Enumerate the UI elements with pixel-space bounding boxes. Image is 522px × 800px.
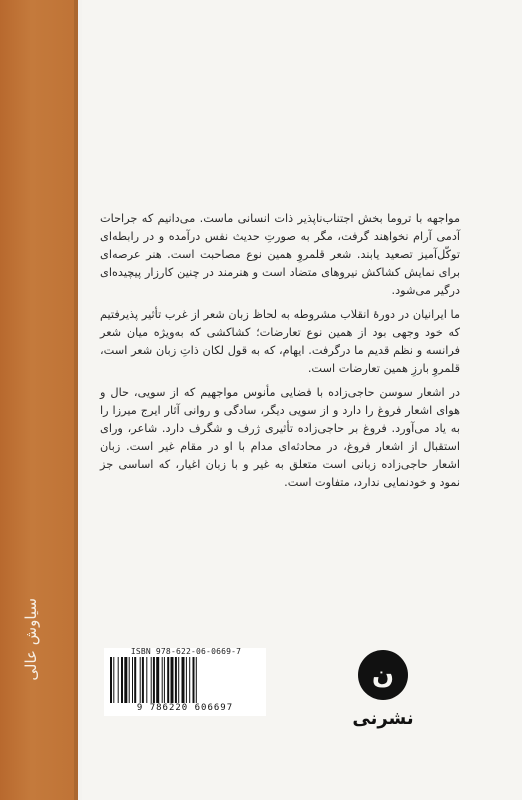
isbn-label: ISBN 978-622-06-0669-7: [130, 647, 242, 656]
publisher-logo-letter: ن: [371, 660, 395, 690]
blurb-paragraph-2: ما ایرانیان در دورهٔ انقلاب مشروطه به لحاظ زبان شعر از غرب تأثیر پذیرفتیم که خود وجهی بود از همین نوع تعارضات؛ کشاکشی که به‌ویژه میان شعر فرانسه و نظم قدیم ما درگرفت. ایهام، که به قول لکان ذاتِ زبان شعر است، قلمروِ بارزِ همین تعارضات است.: [100, 308, 460, 375]
blurb-paragraph-3: در اشعار سوسن حاجی‌زاده با فضایی مأنوس مواجهیم که از سویی، حال و هوای اشعار فروغ را دارد و از سویی دیگر، سادگی و روانی آثار ایرج میرزا را به یاد می‌آورد. فروغ بر حاجی‌زاده تأثیری ژرف و شگرف دارد. شاعر، ورای استقبال از اشعار فروغ، در محادثه‌ای مدام با او در مقام غیر است. زبان اشعار حاجی‌زاده زبانی است متعلق به غیر و با زبان اغیار، که اساسی جز نمود و خودنمایی ندارد، متفاوت است.: [100, 386, 460, 489]
spine-title: سیاوش عالی: [22, 598, 40, 681]
back-cover-blurb: [100, 210, 460, 498]
blurb-paragraph-1: مواجهه با تروما بخش اجتناب‌ناپذیر ذات انسانی ماست. می‌دانیم که جراحات آدمی آرام نخواهند گرفت، مگر به صورتِ حدیث نفس درآمده و در رابطه‌ای توکّل‌آمیز تصعید یابند. شعر قلمروِ همین نوع مصاحبت است. هنر عرصه‌ای برای نمایش کشاکش نیروهای متضاد است و هنرمند در چنین کارزار پیچیده‌ای درگیر می‌شود.: [100, 212, 460, 297]
book-spine: [0, 0, 78, 800]
publisher-logo-icon: [356, 648, 410, 702]
barcode-bars: [108, 657, 264, 703]
publisher-name: نشرنی: [352, 708, 414, 729]
barcode-number: 9 786220 606697: [136, 703, 234, 713]
